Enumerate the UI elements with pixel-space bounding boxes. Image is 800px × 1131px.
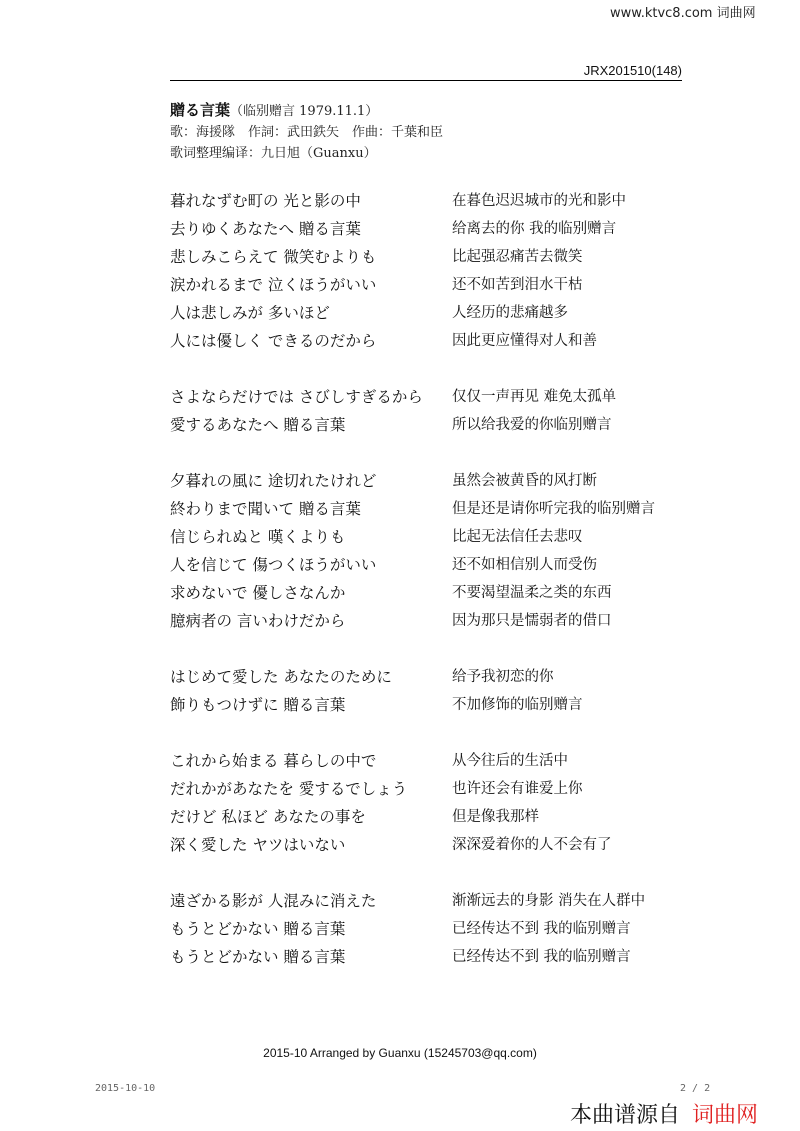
lyric-line (170, 941, 690, 969)
chinese-translation: 不要渴望温柔之类的东西 (452, 585, 612, 601)
lyric-line (170, 773, 690, 801)
song-credits: 歌：海援隊 作詞：武田鉄矢 作曲：千葉和臣 (170, 125, 444, 140)
lyric-stanza (170, 885, 690, 969)
lyric-line (170, 605, 690, 633)
japanese-lyric: 悲しみこらえて 微笑むよりも (170, 248, 377, 266)
japanese-lyric: 人には優しく できるのだから (170, 332, 377, 350)
lyric-line (170, 381, 690, 409)
lyric-line (170, 801, 690, 829)
japanese-lyric: 終わりまで聞いて 贈る言葉 (170, 500, 361, 518)
lyric-line (170, 661, 690, 689)
lyric-line (170, 185, 690, 213)
header-rule (170, 80, 682, 81)
lyric-line (170, 325, 690, 353)
song-title (170, 99, 378, 120)
lyric-line (170, 745, 690, 773)
chinese-translation: 人经历的悲痛越多 (452, 305, 568, 321)
chinese-translation: 已经传达不到 我的临别赠言 (452, 921, 631, 937)
japanese-lyric: 臆病者の 言いわけだから (170, 612, 346, 630)
japanese-lyric: 深く愛した ヤツはいない (170, 836, 346, 854)
chinese-translation: 虽然会被黄昏的风打断 (452, 473, 597, 489)
lyric-line (170, 689, 690, 717)
japanese-lyric: だけど 私ほど あなたの事を (170, 808, 366, 826)
chinese-translation: 从今往后的生活中 (452, 753, 568, 769)
chinese-translation: 比起无法信任去悲叹 (452, 529, 583, 545)
chinese-translation: 还不如苦到泪水干枯 (452, 277, 583, 293)
lyric-stanza (170, 661, 690, 717)
japanese-lyric: 去りゆくあなたへ 贈る言葉 (170, 220, 361, 238)
chinese-translation: 给离去的你 我的临别赠言 (452, 221, 617, 237)
arranger-footer: 2015-10 Arranged by Guanxu (15245703@qq.com) (263, 1046, 537, 1060)
japanese-lyric: 暮れなずむ町の 光と影の中 (170, 192, 361, 210)
japanese-lyric: 求めないで 優しさなんか (170, 584, 346, 602)
japanese-lyric: 夕暮れの風に 途切れたけれど (170, 472, 377, 490)
lyric-stanza (170, 465, 690, 633)
japanese-lyric: さよならだけでは さびしすぎるから (170, 388, 423, 406)
lyric-line (170, 493, 690, 521)
japanese-lyric: はじめて愛した あなたのために (170, 668, 392, 686)
lyric-line (170, 241, 690, 269)
lyric-stanza (170, 745, 690, 857)
chinese-translation: 但是像我那样 (452, 809, 539, 825)
japanese-lyric: 愛するあなたへ 贈る言葉 (170, 416, 346, 434)
lyric-line (170, 913, 690, 941)
chinese-translation: 也许还会有谁爱上你 (452, 781, 583, 797)
document-code: JRX201510(148) (583, 63, 682, 78)
watermark-text: 本曲谱源自 (570, 1103, 681, 1128)
chinese-translation: 深深爱着你的人不会有了 (452, 837, 612, 853)
chinese-translation: 已经传达不到 我的临别赠言 (452, 949, 631, 965)
chinese-translation: 但是还是请你听完我的临别赠言 (452, 501, 655, 517)
lyric-line (170, 577, 690, 605)
chinese-translation: 不加修饰的临别赠言 (452, 697, 583, 713)
lyric-line (170, 269, 690, 297)
chinese-translation: 渐渐远去的身影 消失在人群中 (452, 893, 646, 909)
japanese-lyric: 遠ざかる影が 人混みに消えた (170, 892, 377, 910)
lyrics-body (170, 185, 690, 997)
print-date: 2015-10-10 (95, 1083, 156, 1094)
lyric-line (170, 409, 690, 437)
page-number: 2 / 2 (680, 1083, 711, 1094)
chinese-translation: 因此更应懂得对人和善 (452, 333, 597, 349)
japanese-lyric: 飾りもつけずに 贈る言葉 (170, 696, 346, 714)
lyric-stanza (170, 185, 690, 353)
source-watermark (570, 1098, 758, 1129)
lyric-line (170, 465, 690, 493)
chinese-translation: 给予我初恋的你 (452, 669, 554, 685)
song-title-main: 贈る言葉 (170, 101, 231, 119)
site-url: www.ktvc8.com 词曲网 (610, 6, 756, 21)
chinese-translation: 仅仅一声再见 难免太孤单 (452, 389, 617, 405)
japanese-lyric: これから始まる 暮らしの中で (170, 752, 377, 770)
chinese-translation: 在暮色迟迟城市的光和影中 (452, 193, 626, 209)
lyric-line (170, 885, 690, 913)
lyric-line (170, 213, 690, 241)
lyric-line (170, 829, 690, 857)
japanese-lyric: もうとどかない 贈る言葉 (170, 948, 346, 966)
japanese-lyric: 信じられぬと 嘆くよりも (170, 528, 346, 546)
japanese-lyric: もうとどかない 贈る言葉 (170, 920, 346, 938)
song-title-sub: （临别赠言 1979.11.1） (230, 104, 379, 119)
chinese-translation: 因为那只是懦弱者的借口 (452, 613, 612, 629)
chinese-translation: 所以给我爱的你临别赠言 (452, 417, 612, 433)
lyric-line (170, 549, 690, 577)
chinese-translation: 还不如相信别人而受伤 (452, 557, 597, 573)
japanese-lyric: 人は悲しみが 多いほど (170, 304, 330, 322)
japanese-lyric: 人を信じて 傷つくほうがいい (170, 556, 377, 574)
lyric-line (170, 521, 690, 549)
lyric-line (170, 297, 690, 325)
japanese-lyric: 涙かれるまで 泣くほうがいい (170, 276, 377, 294)
watermark-site: 词曲网 (692, 1103, 759, 1128)
lyric-arranger: 歌词整理编译：九日旭（Guanxu） (170, 146, 377, 161)
chinese-translation: 比起强忍痛苦去微笑 (452, 249, 583, 265)
japanese-lyric: だれかがあなたを 愛するでしょう (170, 780, 408, 798)
lyric-stanza (170, 381, 690, 437)
